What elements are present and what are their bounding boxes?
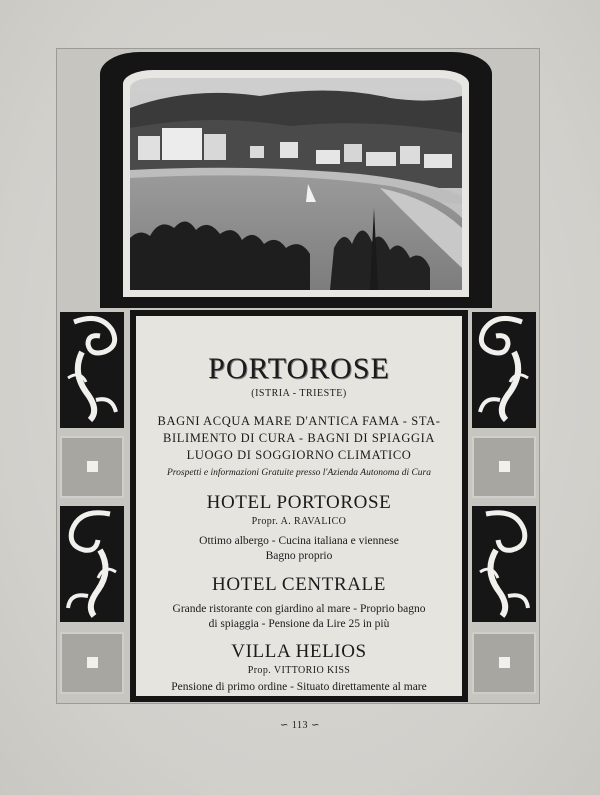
hotel-name: VILLA HELIOS <box>231 641 367 662</box>
hotel-name: HOTEL PORTOROSE <box>206 492 392 513</box>
seaside-bay-photo <box>130 78 462 290</box>
ad-subtitle: (ISTRIA - TRIESTE) <box>251 388 347 399</box>
square-ornament-icon <box>60 632 124 694</box>
hotel-description <box>136 602 462 632</box>
square-ornament-icon <box>472 632 536 694</box>
square-dot <box>87 461 98 472</box>
hotel-proprietor: Propr. A. RAVALICO <box>251 516 347 527</box>
desc-line: di spiaggia - Pensione da Lire 25 in più <box>208 618 390 630</box>
scroll-ornament-icon <box>472 312 536 428</box>
hotel-name: HOTEL CENTRALE <box>212 574 386 595</box>
ad-intro <box>136 413 462 464</box>
square-dot <box>499 657 510 668</box>
scroll-ornament-icon <box>60 312 124 428</box>
scroll-ornament-icon <box>60 506 124 622</box>
square-ornament-icon <box>60 436 124 498</box>
square-dot <box>87 657 98 668</box>
hotel-description <box>136 534 462 564</box>
desc-line: Ottimo albergo - Cucina italiana e viennese <box>199 535 399 547</box>
ad-title: PORTOROSE <box>208 352 390 385</box>
page-number-ornament: ∽ <box>308 720 320 731</box>
advertisement-content <box>136 316 462 696</box>
hotel-proprietor: Prop. VITTORIO KISS <box>247 665 351 676</box>
desc-line: Pensione di primo ordine - Situato direttamente al mare <box>171 681 427 693</box>
page-number-value: 113 <box>291 720 309 731</box>
page-number-ornament: ∽ <box>280 720 292 731</box>
ad-info: Prospetti e informazioni Gratuite presso l'Azienda Autonoma di Cura <box>167 468 431 478</box>
square-dot <box>499 461 510 472</box>
desc-line: Bagno proprio <box>265 550 333 562</box>
scroll-ornament-icon <box>472 506 536 622</box>
page-number <box>0 720 600 731</box>
hotel-description <box>136 680 462 695</box>
desc-line: Grande ristorante con giardino al mare - Proprio bagno <box>172 603 426 615</box>
intro-line: BILIMENTO DI CURA - BAGNI DI SPIAGGIA <box>163 431 435 445</box>
intro-line: LUOGO DI SOGGIORNO CLIMATICO <box>186 448 412 462</box>
intro-line: BAGNI ACQUA MARE D'ANTICA FAMA - STA- <box>157 414 441 428</box>
square-ornament-icon <box>472 436 536 498</box>
